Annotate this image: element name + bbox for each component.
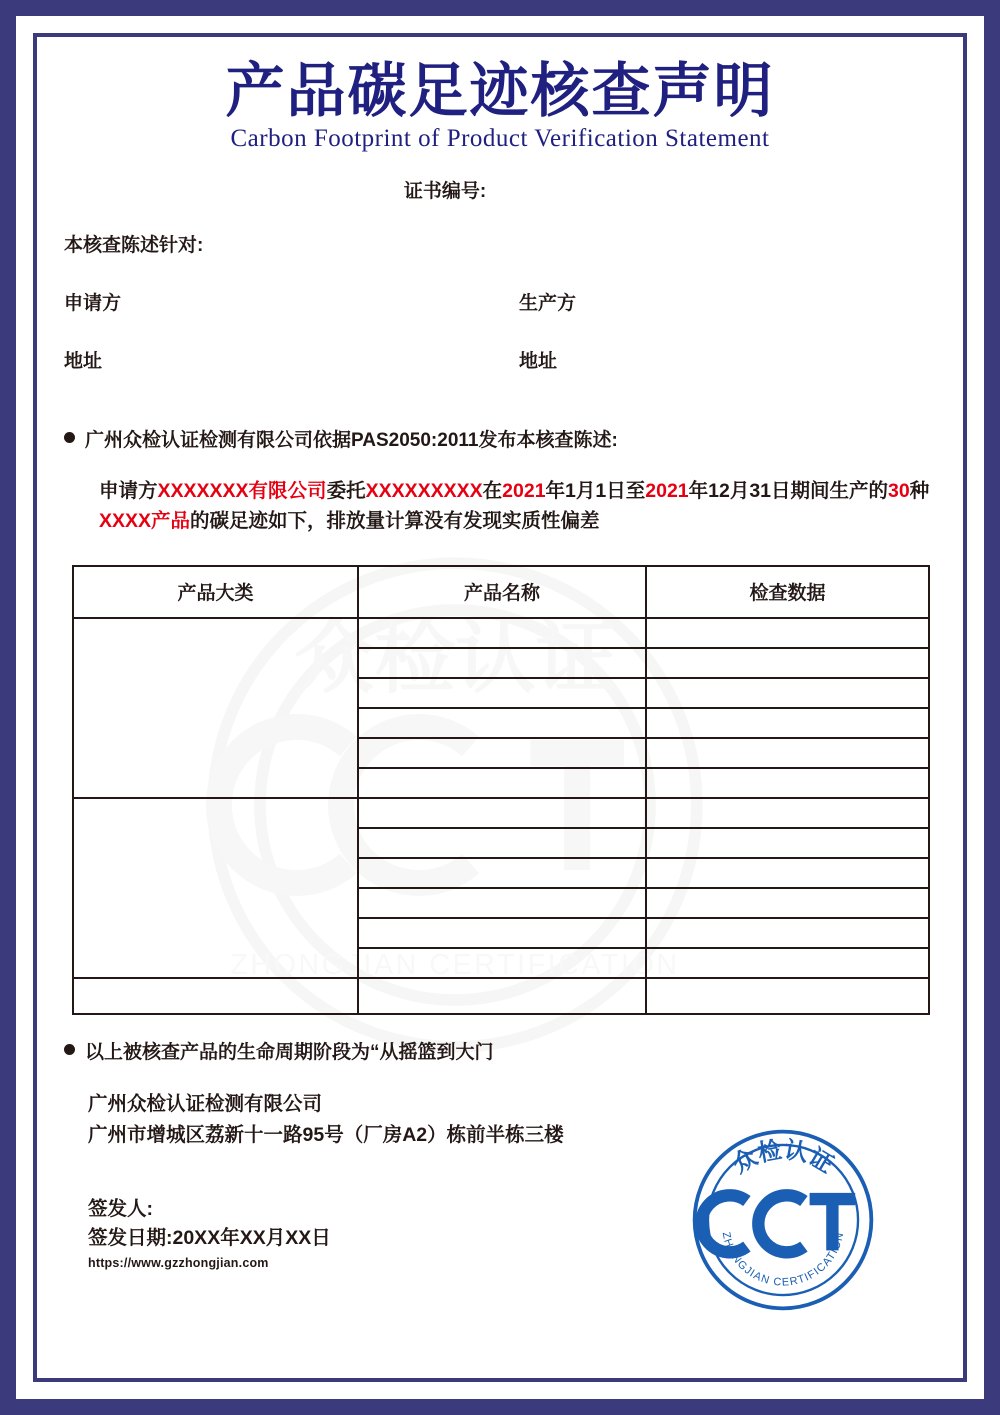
cell-product-name[interactable] [358,618,646,648]
page-title-en: Carbon Footprint of Product Verification Statement [230,125,770,153]
svg-text:众检认证: 众检认证 [293,611,617,706]
cell-inspection-data[interactable] [646,888,929,918]
website-url[interactable]: https://www.gzzhongjian.com [88,1256,269,1271]
svg-text:ZHONGJIAN CERTIFICATION: ZHONGJIAN CERTIFICATION [230,949,680,981]
statement-heading-row [64,425,950,452]
statement-heading: 广州众检认证检测有限公司依据PAS2050:2011发布本核查陈述: [85,430,618,452]
producer-address-label: 地址 [519,351,558,373]
applicant-address-label: 地址 [64,351,103,373]
statement-segment-0: 申请方 [99,480,158,503]
statement-segment-6: 年1月1日至 [545,480,646,503]
statement-segment-2: 委托 [326,480,366,503]
cell-final-0[interactable] [73,978,358,1014]
cell-category-group-0[interactable] [73,618,358,798]
cell-inspection-data[interactable] [646,948,929,978]
cct-seal-logo [688,1125,878,1315]
statement-body [99,476,934,536]
statement-segment-4: 在 [482,480,503,503]
product-table-wrapper [50,565,950,1015]
column-header-data: 检查数据 [646,566,929,618]
statement-segment-7: 2021 [645,480,689,503]
organization-address: 广州市增城区荔新十一路95号（厂房A2）栋前半栋三楼 [88,1123,564,1146]
statement-segment-9: 30 [888,480,910,503]
cell-product-name[interactable] [358,738,646,768]
cell-inspection-data[interactable] [646,618,929,648]
statement-segment-11: XXXX产品 [99,510,191,533]
lifecycle-row [64,1037,950,1064]
cell-product-name[interactable] [358,798,646,828]
cell-category-group-1[interactable] [73,798,358,978]
parties-row [50,288,950,315]
cell-inspection-data[interactable] [646,768,929,798]
statement-segment-1: XXXXXXX有限公司 [157,480,327,503]
cell-product-name[interactable] [358,828,646,858]
title-zone [50,50,950,153]
table-row[interactable] [73,798,929,828]
lifecycle-note: 以上被核查产品的生命周期阶段为“从摇篮到大门 [85,1041,494,1063]
cell-final-1[interactable] [358,978,646,1014]
cell-product-name[interactable] [358,678,646,708]
cell-product-name[interactable] [358,768,646,798]
cell-product-name[interactable] [358,648,646,678]
table-header-row [73,566,929,618]
applicant-label: 申请方 [64,293,122,315]
column-header-name: 产品名称 [358,566,646,618]
cell-product-name[interactable] [358,858,646,888]
cell-inspection-data[interactable] [646,738,929,768]
bullet-dot-icon [64,1044,75,1055]
statement-segment-5: 2021 [502,480,546,503]
organization-name: 广州众检认证检测有限公司 [88,1092,323,1115]
statement-segment-10: 种 [909,480,930,503]
table-row-final[interactable] [73,978,929,1014]
cell-product-name[interactable] [358,708,646,738]
cell-inspection-data[interactable] [646,648,929,678]
signer-label: 签发人: [88,1197,153,1220]
seal-top-arc-text: 众检认证 [727,1135,839,1179]
column-header-category: 产品大类 [73,566,358,618]
page-title-cn: 产品碳足迹核查声明 [225,56,775,125]
cell-inspection-data[interactable] [646,678,929,708]
cell-inspection-data[interactable] [646,858,929,888]
cell-product-name[interactable] [358,888,646,918]
cell-product-name[interactable] [358,918,646,948]
bullet-dot-icon [64,432,75,443]
statement-segment-8: 年12月31日期间生产的 [688,480,889,503]
table-body [73,618,929,1014]
cell-inspection-data[interactable] [646,798,929,828]
cell-final-2[interactable] [646,978,929,1014]
cell-inspection-data[interactable] [646,708,929,738]
statement-intro-label: 本核查陈述针对: [64,235,204,257]
addresses-row [50,346,950,373]
statement-segment-12: 的碳足迹如下，排放量计算没有发现实质性偏差 [190,510,600,533]
cell-inspection-data[interactable] [646,918,929,948]
seal-bottom-arc-text: ZHONGJIAN CERTIFICATION [719,1230,847,1289]
issue-date-label: 签发日期:20XX年XX月XX日 [88,1227,331,1250]
statement-segment-3: XXXXXXXXX [365,480,483,503]
table-row[interactable] [73,618,929,648]
statement-block [50,425,950,536]
producer-label: 生产方 [519,293,577,315]
cell-inspection-data[interactable] [646,828,929,858]
cell-product-name[interactable] [358,948,646,978]
certificate-number-label: 证书编号: [403,181,487,203]
lifecycle-block [50,1037,950,1064]
product-table [72,565,930,1015]
